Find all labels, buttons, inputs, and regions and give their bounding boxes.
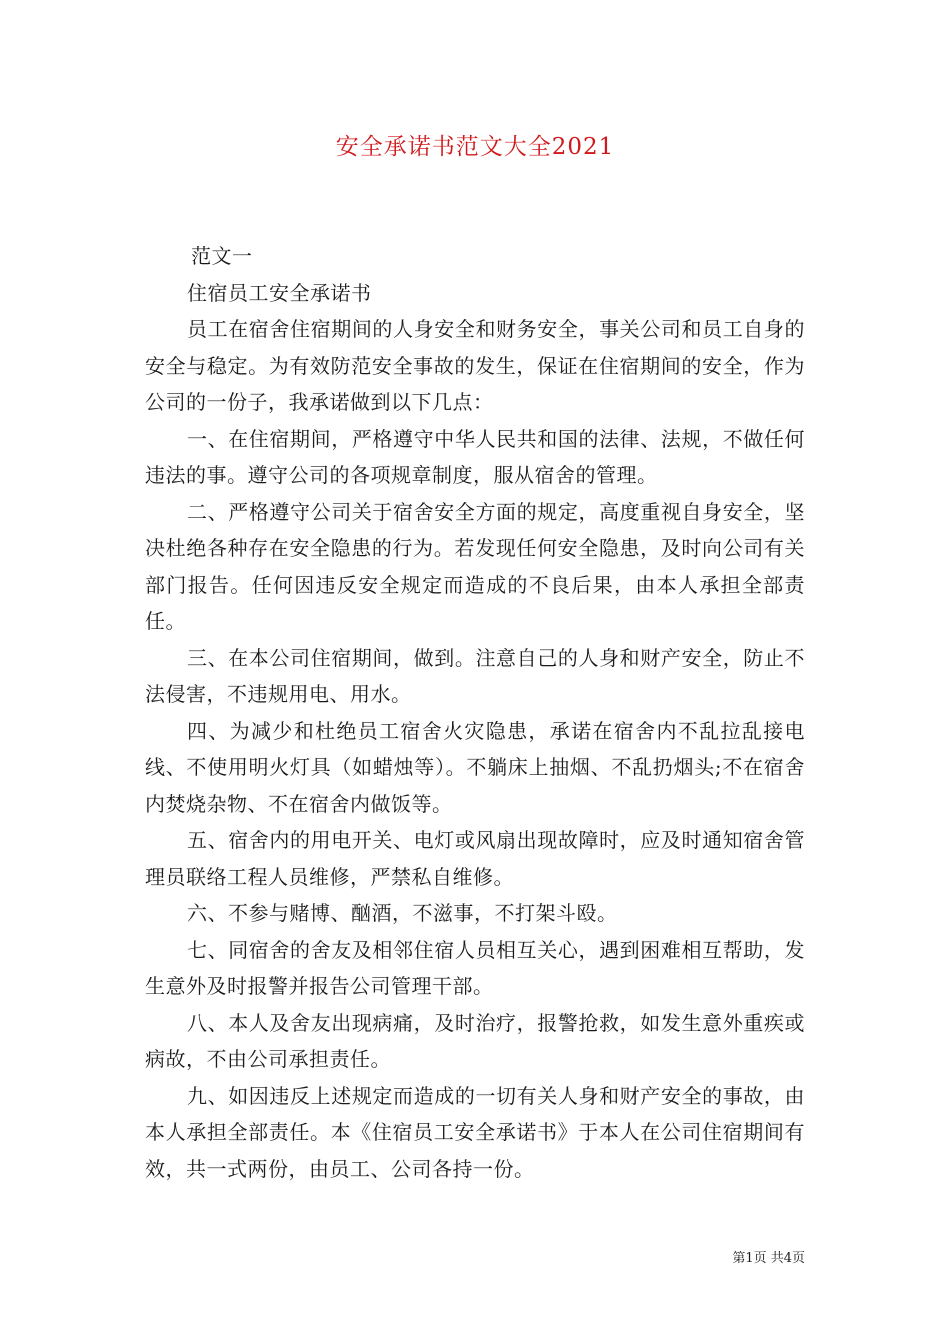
paragraph-item-3: 三、在本公司住宿期间，做到。注意自己的人身和财产安全，防止不法侵害，不违规用电、用水。 — [145, 645, 805, 706]
paragraph-subtitle: 住宿员工安全承诺书 — [187, 280, 372, 305]
paragraph-item-8: 八、本人及舍友出现病痛，及时治疗，报警抢救，如发生意外重疾或病故，不由公司承担责任。 — [145, 1010, 805, 1071]
paragraph-intro: 员工在宿舍住宿期间的人身安全和财务安全，事关公司和员工自身的安全与稳定。为有效防范安全事故的发生，保证在住宿期间的安全，作为公司的一份子，我承诺做到以下几点： — [145, 317, 805, 414]
paragraph-item-6: 六、不参与赌博、酗酒，不滋事，不打架斗殴。 — [187, 901, 618, 925]
section-label: 范文一 — [191, 244, 253, 268]
document-title: 安全承诺书范文大全2021 — [335, 134, 615, 160]
document-body — [145, 238, 805, 1187]
paragraph-item-2: 二、严格遵守公司关于宿舍安全方面的规定，高度重视自身安全，坚决杜绝各种存在安全隐患的行为。若发现任何安全隐患，及时向公司有关部门报告。任何因违反安全规定而造成的不良后果，由本人承担全部责任。 — [145, 499, 805, 633]
page-number-footer: 第1页 共4页 — [732, 1251, 805, 1266]
paragraph-item-1: 一、在住宿期间，严格遵守中华人民共和国的法律、法规，不做任何违法的事。遵守公司的各项规章制度，服从宿舍的管理。 — [145, 426, 805, 487]
paragraph-item-4: 四、为减少和杜绝员工宿舍火灾隐患，承诺在宿舍内不乱拉乱接电线、不使用明火灯具（如蜡烛等）。不躺床上抽烟、不乱扔烟头;不在宿舍内焚烧杂物、不在宿舍内做饭等。 — [145, 718, 805, 816]
paragraph-item-9: 九、如因违反上述规定而造成的一切有关人身和财产安全的事故，由本人承担全部责任。本《住宿员工安全承诺书》于本人在公司住宿期间有效，共一式两份，由员工、公司各持一份。 — [145, 1083, 805, 1181]
paragraph-item-7: 七、同宿舍的舍友及相邻住宿人员相互关心，遇到困难相互帮助，发生意外及时报警并报告公司管理干部。 — [145, 937, 805, 998]
paragraph-item-5: 五、宿舍内的用电开关、电灯或风扇出现故障时，应及时通知宿舍管理员联络工程人员维修，严禁私自维修。 — [145, 828, 805, 889]
